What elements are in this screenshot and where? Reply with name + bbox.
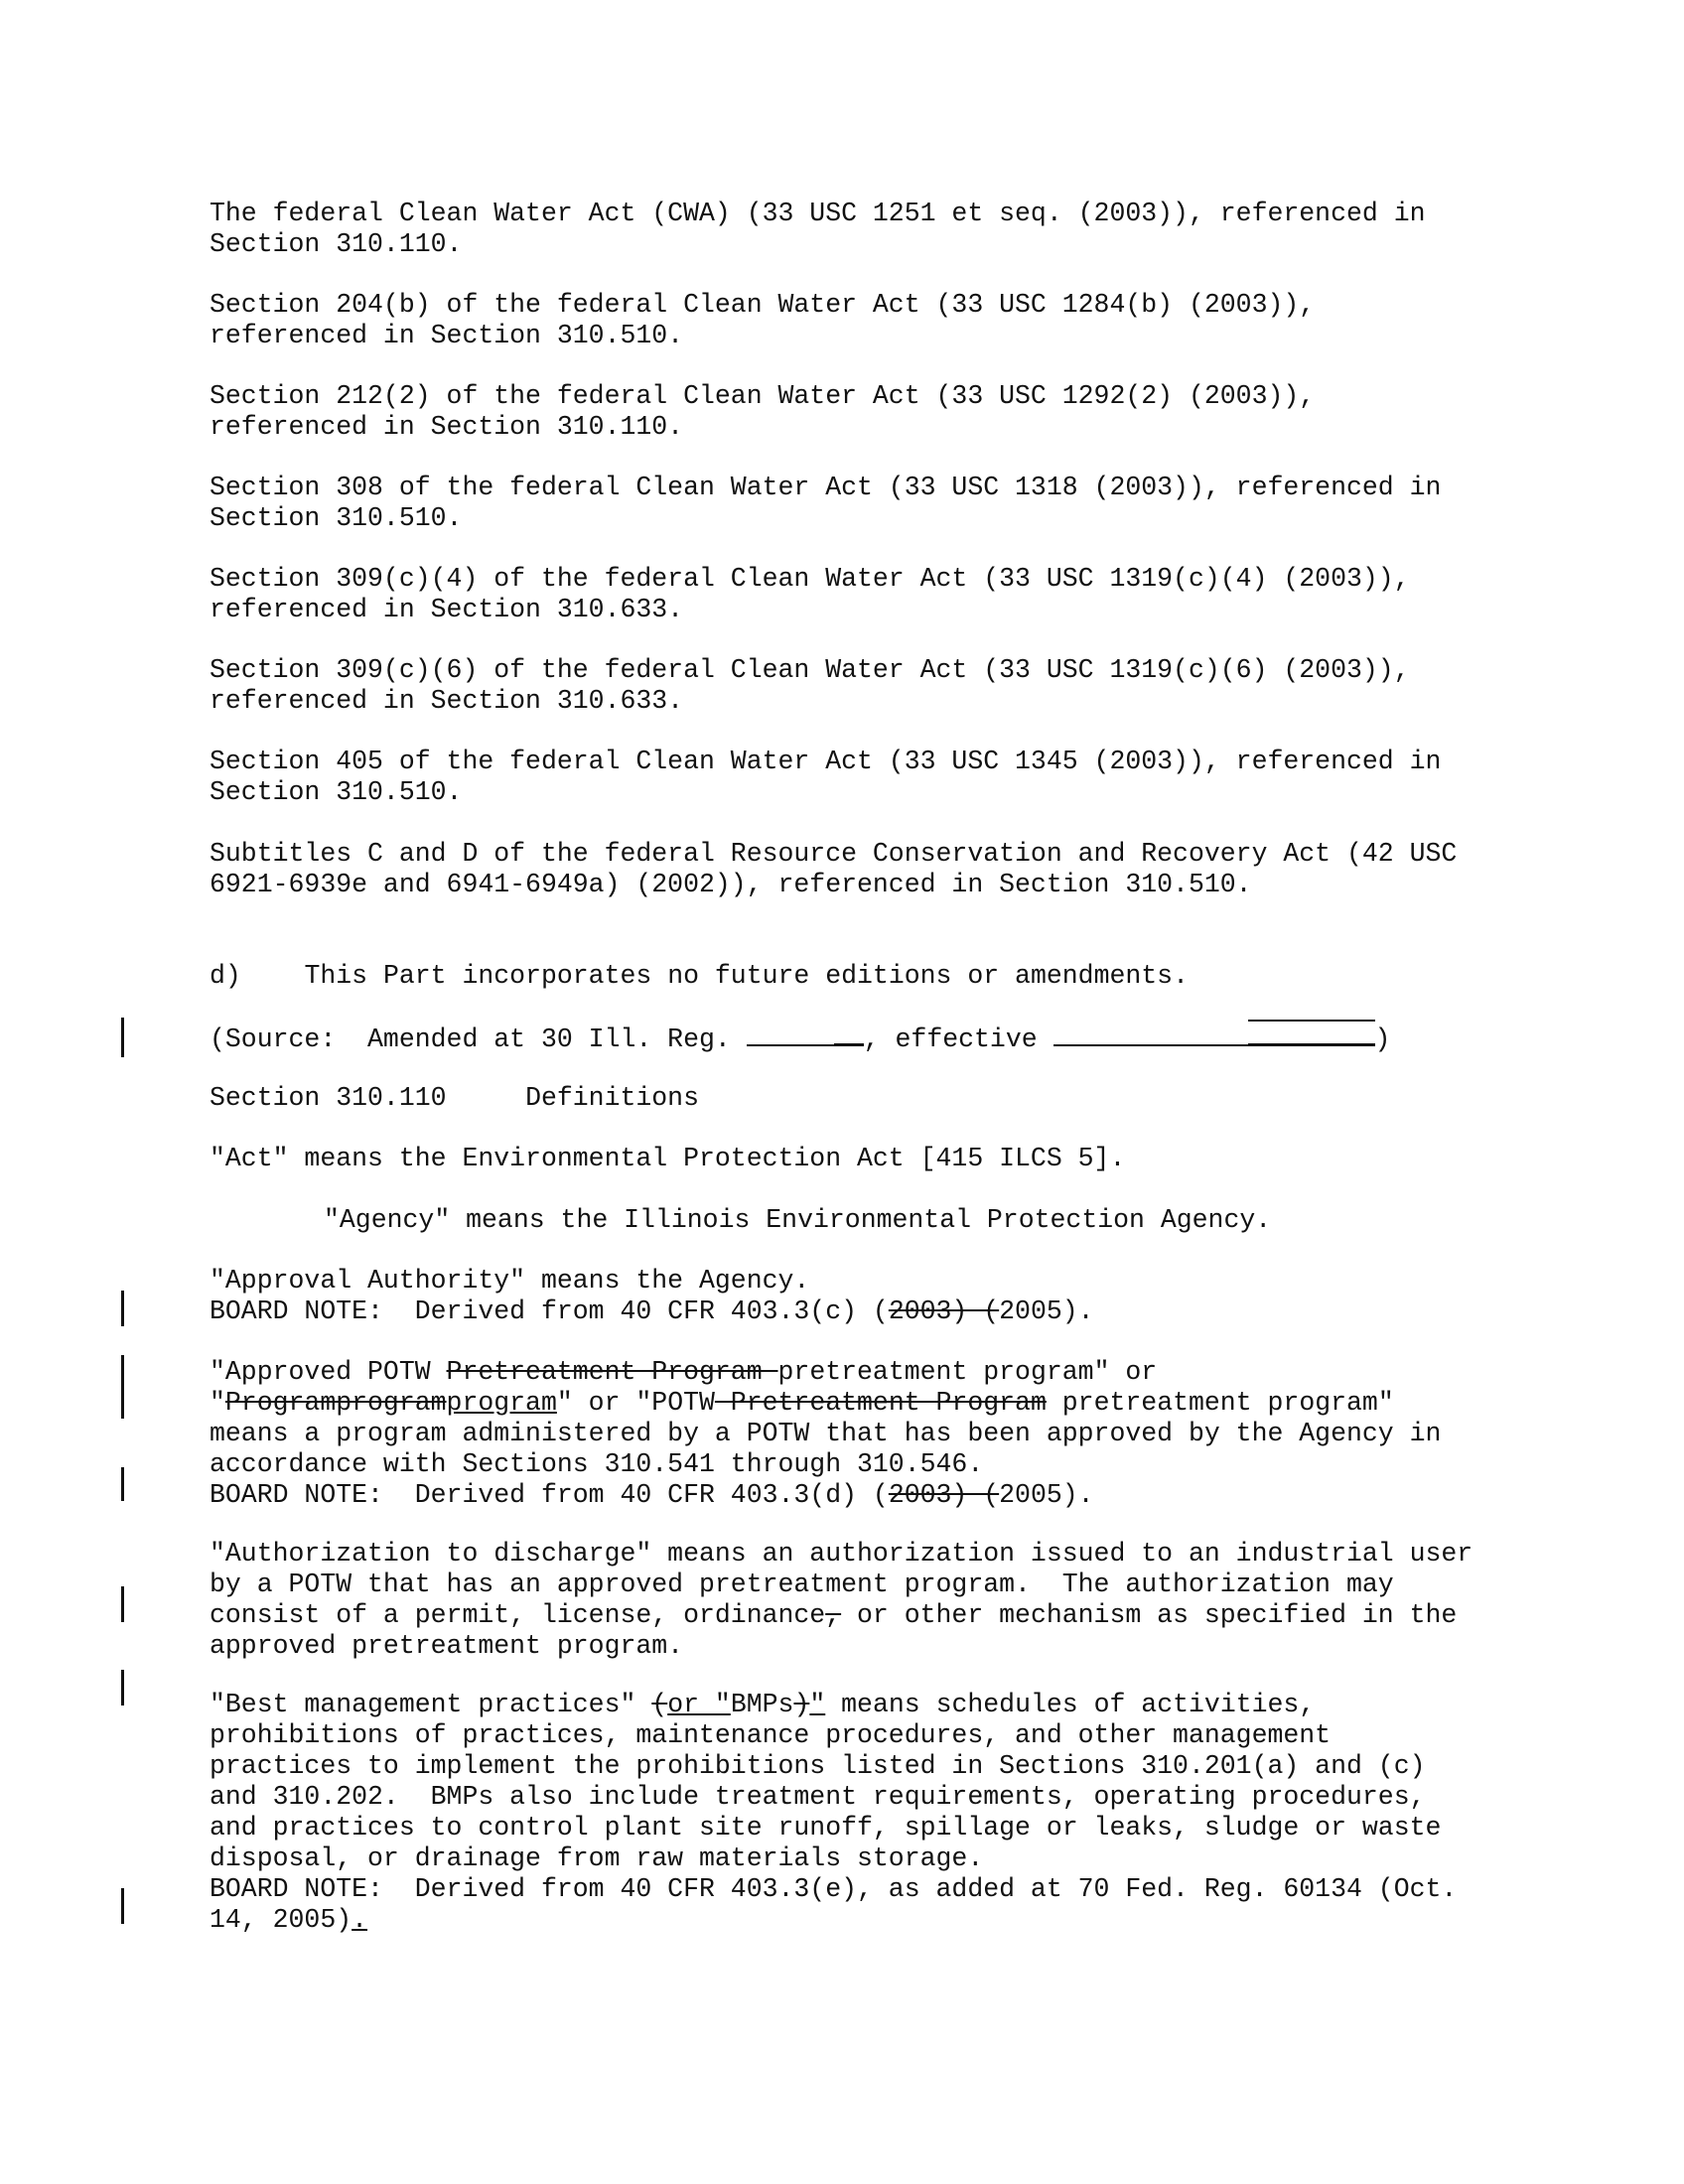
ref-line: The federal Clean Water Act (CWA) (33 USC 1251 et seq. (2003)), referenced in	[210, 199, 1426, 228]
ref-line: Section 308 of the federal Clean Water Act (33 USC 1318 (2003)), referenced in	[210, 473, 1442, 502]
board-note: BOARD NOTE: Derived from 40 CFR 403.3(d) (	[210, 1480, 889, 1510]
ref-line: Subtitles C and D of the federal Resource Conservation and Recovery Act (42 USC	[210, 839, 1458, 869]
ref-item-309c6	[210, 655, 1550, 717]
section-number: Section 310.110	[210, 1083, 447, 1113]
definition-act: "Act" means the Environmental Protection Act [415 ILCS 5].	[210, 1144, 1126, 1173]
subsection-d	[210, 961, 1550, 992]
board-note: BOARD NOTE: Derived from 40 CFR 403.3(e), as added at 70 Fed. Reg. 60134 (Oct.	[210, 1874, 1458, 1904]
strike-rule	[1248, 1020, 1375, 1022]
revision-bar	[121, 1355, 124, 1419]
ref-line: 6921-6939e and 6941-6949a) (2002)), referenced in Section 310.510.	[210, 870, 1252, 899]
blank-line	[834, 1022, 864, 1046]
definition-agency: "Agency" means the Illinois Environmental Protection Agency.	[324, 1205, 1272, 1235]
ref-item-rcra	[210, 839, 1550, 900]
section-heading	[210, 1083, 1550, 1114]
definition-approved-potw: "Approved POTW Pretreatment Program pretreatment program" or "Programprogramprogram" or "POTW Pretreatment Program pretreatment program" means a program administered by a POTW that has been approved by the Agency in accordance with Sections 310.541 through 310.546. BOARD NOTE: Derived from 40 CFR 403.3(d) (2003) (2005).	[210, 1357, 1442, 1510]
definition-authorization-to-discharge: "Authorization to discharge" means an authorization issued to an industrial user by a POTW that has an approved pretreatment program. The authorization may consist of a permit, license, ordinance, or other mechanism as specified in the approved pretreatment program.	[210, 1539, 1474, 1661]
ref-line: referenced in Section 310.633.	[210, 686, 684, 716]
source-note: (Source: Amended at 30 Ill. Reg. , effective )	[210, 1022, 1550, 1055]
ref-item-308	[210, 473, 1550, 534]
revision-bar	[121, 1586, 124, 1622]
ref-line: Section 309(c)(6) of the federal Clean Water Act (33 USC 1319(c)(6) (2003)),	[210, 655, 1410, 685]
ref-line: Section 310.510.	[210, 503, 463, 533]
blank-line	[1053, 1023, 1248, 1046]
ref-line: Section 310.110.	[210, 229, 463, 259]
ref-item-204b	[210, 290, 1550, 351]
blank-line	[1248, 1022, 1375, 1046]
ref-line: referenced in Section 310.110.	[210, 412, 684, 442]
definition-best-management-practices: "Best management practices" (or "BMPs)" means schedules of activities, prohibitions of practices, maintenance procedures, and other management practices to implement the prohibitions listed in Sections 310.201(a) and (c) and 310.202. BMPs also include treatment requirements, operating procedures, and practices to control plant site runoff, spillage or leaks, sludge or waste disposal, or drainage from raw materials storage. BOARD NOTE: Derived from 40 CFR 403.3(e), as added at 70 Fed. Reg. 60134 (Oct. 14, 2005).	[210, 1690, 1458, 1935]
ref-line: Section 212(2) of the federal Clean Water Act (33 USC 1292(2) (2003)),	[210, 381, 1316, 411]
definition-approval-authority: "Approval Authority" means the Agency. BOARD NOTE: Derived from 40 CFR 403.3(c) (2003) (2005).	[210, 1266, 1094, 1326]
ref-line: Section 309(c)(4) of the federal Clean Water Act (33 USC 1319(c)(4) (2003)),	[210, 564, 1410, 594]
blank-line	[747, 1023, 834, 1046]
revision-bar	[121, 1888, 124, 1924]
ref-line: Section 405 of the federal Clean Water Act (33 USC 1345 (2003)), referenced in	[210, 747, 1442, 776]
ref-line: referenced in Section 310.633.	[210, 595, 684, 624]
ref-item-cwa	[210, 199, 1550, 260]
board-note: BOARD NOTE: Derived from 40 CFR 403.3(c) (	[210, 1297, 889, 1326]
revision-bar	[121, 1670, 124, 1706]
subsection-text: This Part incorporates no future editions or amendments.	[304, 961, 1189, 991]
ref-item-309c4	[210, 564, 1550, 625]
revision-bar	[121, 1018, 124, 1057]
ref-item-212	[210, 381, 1550, 443]
ref-line: referenced in Section 310.510.	[210, 321, 684, 350]
ref-item-405	[210, 747, 1550, 808]
ref-line: Section 204(b) of the federal Clean Water Act (33 USC 1284(b) (2003)),	[210, 290, 1316, 320]
subsection-label: d)	[210, 961, 241, 991]
revision-bar	[121, 1467, 124, 1501]
ref-line: Section 310.510.	[210, 777, 463, 807]
revision-bar	[121, 1291, 124, 1326]
section-title: Definitions	[525, 1083, 699, 1113]
